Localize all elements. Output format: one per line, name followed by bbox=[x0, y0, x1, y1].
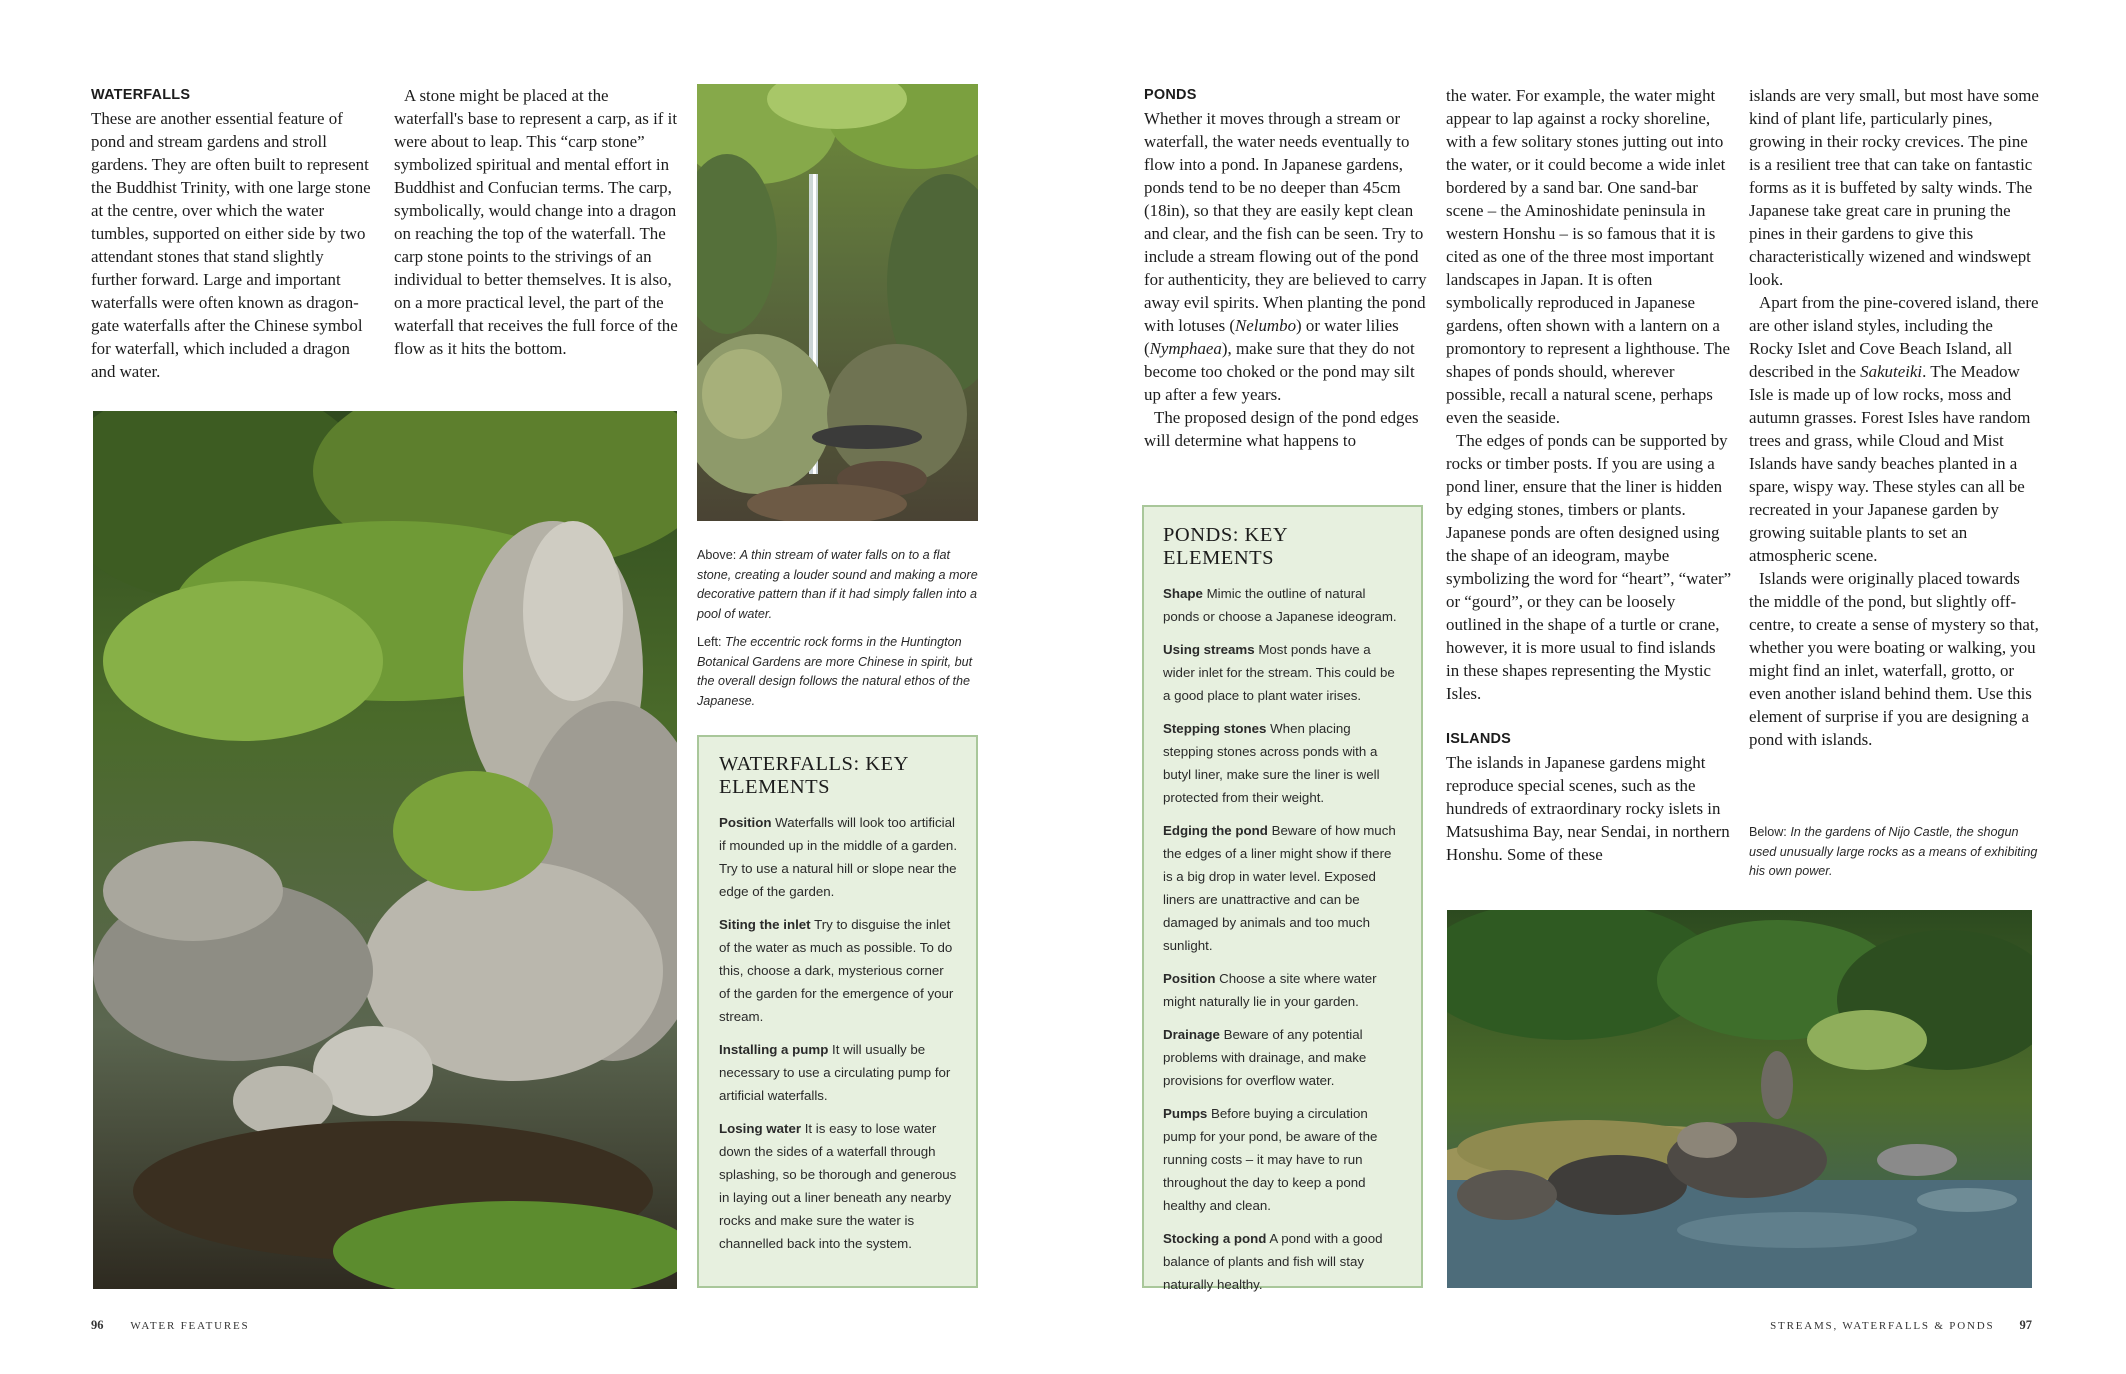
ponds-key-title-line1: PONDS: KEY bbox=[1163, 524, 1289, 546]
rock-garden-photo bbox=[93, 411, 677, 1289]
ponds-text-1c: ) or water lilies ( bbox=[1144, 316, 1399, 358]
key-item-text: A pond with a good balance of plants and fish will stay naturally healthy. bbox=[1163, 1231, 1383, 1292]
caption-below-text: In the gardens of Nijo Castle, the shogun used unusually large rocks as a means of exhibiting his own power. bbox=[1749, 825, 2038, 878]
ponds-text-3: the water. For example, the water might appear to lap against a rocky shoreline, with a few solitary stones jutting out into the water, or it could become a wide inlet bordered by a sand bar. One sand-bar scene – the Aminoshidate peninsula in western Honshu – is so famous that it is cited as one of the three most important landscapes in Japan. It is often symbolically reproduced in Japanese gardens, often shown with a lantern on a promontory to represent a lighthouse. The shapes of ponds should, wherever possible, recall a natural scene, perhaps even the seaside. bbox=[1446, 86, 1730, 427]
waterfalls-key-item bbox=[719, 1038, 958, 1107]
nijo-castle-pond-photo bbox=[1447, 910, 2032, 1288]
ponds-key-item bbox=[1163, 717, 1403, 809]
ponds-key-item bbox=[1163, 1102, 1403, 1217]
waterfalls-key-box bbox=[697, 735, 978, 1288]
ponds-key-title bbox=[1163, 524, 1403, 570]
caption-left bbox=[697, 633, 982, 711]
waterfalls-key-title-line1: WATERFALLS: KEY bbox=[719, 753, 909, 775]
ponds-key-item bbox=[1163, 1023, 1403, 1092]
ponds-key-item bbox=[1163, 967, 1403, 1013]
caption-above-label: Above: bbox=[697, 548, 737, 562]
waterfalls-key-item bbox=[719, 811, 958, 903]
key-item-term: Shape bbox=[1163, 586, 1203, 601]
key-item-term: Installing a pump bbox=[719, 1042, 829, 1057]
islands-text-2: islands are very small, but most have some kind of plant life, particularly pines, growing in their rocky crevices. The pine is a resilient tree that can take on fantastic forms as it is buffeted by salty winds. The Japanese take great care in pruning the pines in their gardens to give this characteristically wizened and windswept look. bbox=[1749, 86, 2039, 289]
right-page bbox=[1063, 0, 2126, 1374]
left-footer bbox=[91, 1318, 249, 1333]
right-footer bbox=[1770, 1318, 2032, 1333]
key-item-text: Waterfalls will look too artificial if mounded up in the middle of a garden. Try to use a natural hill or slope near the edge of the garden. bbox=[719, 815, 958, 899]
key-item-text: Mimic the outline of natural ponds or choose a Japanese ideogram. bbox=[1163, 586, 1397, 624]
ponds-column-1 bbox=[1144, 84, 1428, 452]
caption-below-label: Below: bbox=[1749, 825, 1787, 839]
ponds-column-2 bbox=[1446, 84, 1732, 866]
key-item-text: Try to disguise the inlet of the water as much as possible. To do this, choose a dark, mysterious corner of the garden for the emergence of your stream. bbox=[719, 917, 954, 1024]
waterfalls-key-title bbox=[719, 753, 958, 799]
key-item-term: Using streams bbox=[1163, 642, 1255, 657]
key-item-text: It is easy to lose water down the sides of a waterfall through splashing, so be thorough and generous in laying out a liner beneath any nearby rocks and make sure the water is channelled back into the system. bbox=[719, 1121, 957, 1251]
left-section-title: WATER FEATURES bbox=[130, 1320, 250, 1332]
caption-below bbox=[1749, 823, 2039, 882]
caption-left-text: The eccentric rock forms in the Huntington Botanical Gardens are more Chinese in spirit, but the overall design follows the natural ethos of the Japanese. bbox=[697, 635, 973, 708]
key-item-text: Beware of how much the edges of a liner might show if there is a big drop in water level. Exposed liners are unattractive and can be damaged by animals and too much sunlight. bbox=[1163, 823, 1396, 953]
islands-text-3c: . The Meadow Isle is made up of low rocks, moss and autumn grasses. Forest Isles have random trees and grass, while Cloud and Mist Islands have sandy beaches planted in a spare, wispy way. These styles can all be recreated in your Japanese garden by growing suitable plants to set an atmospheric scene. bbox=[1749, 362, 2031, 565]
ponds-key-item bbox=[1163, 819, 1403, 957]
islands-text-3b: Sakuteiki bbox=[1860, 362, 1923, 381]
key-item-text: Beware of any potential problems with drainage, and make provisions for overflow water. bbox=[1163, 1027, 1367, 1088]
right-section-title: STREAMS, WATERFALLS & PONDS bbox=[1770, 1320, 1995, 1332]
ponds-text-1e: ), make sure that they do not become too choked or the pond may silt up after a few years. bbox=[1144, 339, 1415, 404]
ponds-key-title-line2: ELEMENTS bbox=[1163, 547, 1275, 569]
key-item-text: Before buying a circulation pump for your pond, be aware of the running costs – it may have to run throughout the day to keep a pond healthy and clean. bbox=[1163, 1106, 1378, 1213]
ponds-key-item bbox=[1163, 582, 1403, 628]
ponds-key-item bbox=[1163, 638, 1403, 707]
ponds-text-1a: Whether it moves through a stream or waterfall, the water needs eventually to flow into a pond. In Japanese gardens, ponds tend to be no deeper than 45cm (18in), so that they are easily kept clean and clear, and the fish can be seen. Try to include a stream flowing out of the pond for authenticity, they are believed to carry away evil spirits. When planting the pond with lotuses ( bbox=[1144, 109, 1427, 335]
key-item-term: Position bbox=[1163, 971, 1216, 986]
waterfalls-key-item bbox=[719, 1117, 958, 1255]
key-item-text: Choose a site where water might naturally lie in your garden. bbox=[1163, 971, 1377, 1009]
waterfalls-text-2: A stone might be placed at the waterfall's base to represent a carp, as if it were about to leap. This “carp stone” symbolized spiritual and mental effort in Buddhist and Confucian terms. The carp, symbolically, would change into a dragon on reaching the top of the waterfall. The carp stone points to the strivings of an individual to better themselves. It is also, on a more practical level, the part of the waterfall that receives the full force of the flow as it hits the bottom. bbox=[394, 86, 678, 358]
islands-text-4: Islands were originally placed towards the middle of the pond, but slightly off-centre, to create a sense of mystery so that, whether you were boating or walking, you might find an inlet, waterfall, grotto, or even another island behind them. Use this element of surprise if you are designing a pond with islands. bbox=[1749, 569, 2039, 749]
ponds-text-1d: Nymphaea bbox=[1149, 339, 1222, 358]
key-item-term: Drainage bbox=[1163, 1027, 1220, 1042]
waterfalls-column-1 bbox=[91, 84, 371, 383]
right-page-number: 97 bbox=[2019, 1318, 2032, 1332]
right-caption bbox=[1749, 823, 2039, 891]
caption-above bbox=[697, 546, 982, 624]
thin-waterfall-photo bbox=[697, 84, 978, 521]
key-item-term: Pumps bbox=[1163, 1106, 1208, 1121]
waterfalls-text-1: These are another essential feature of pond and stream gardens and stroll gardens. They are often built to represent the Buddhist Trinity, with one large stone at the centre, over which the water tumbles, supported on either side by two attendant stones that stand slightly further forward. Large and important waterfalls were often known as dragon-gate waterfalls after the Chinese symbol for waterfall, which included a dragon and water. bbox=[91, 109, 371, 381]
ponds-text-1 bbox=[1144, 107, 1428, 406]
key-item-term: Edging the pond bbox=[1163, 823, 1268, 838]
key-item-term: Losing water bbox=[719, 1121, 802, 1136]
ponds-key-box bbox=[1142, 505, 1423, 1292]
ponds-key-item bbox=[1163, 1227, 1403, 1296]
key-item-text: It will usually be necessary to use a circulating pump for artificial waterfalls. bbox=[719, 1042, 951, 1103]
key-item-term: Siting the inlet bbox=[719, 917, 811, 932]
islands-text-3a: Apart from the pine-covered island, there are other island styles, including the Rocky Islet and Cove Beach Island, all described in the bbox=[1749, 293, 2039, 381]
waterfalls-key-item bbox=[719, 913, 958, 1028]
left-page-number: 96 bbox=[91, 1318, 104, 1332]
key-item-text: Most ponds have a wider inlet for the stream. This could be a good place to plant water irises. bbox=[1163, 642, 1395, 703]
islands-column-3 bbox=[1749, 84, 2039, 751]
waterfalls-key-title-line2: ELEMENTS bbox=[719, 776, 831, 798]
key-item-term: Stepping stones bbox=[1163, 721, 1267, 736]
ponds-text-4: The edges of ponds can be supported by rocks or timber posts. If you are using a pond liner, ensure that the liner is hidden by edging stones, timbers or plants. Japanese ponds are often designed using the shape of an ideogram, maybe symbolizing the word for “heart”, “water” or “gourd”, or they can be loosely outlined in the shape of a turtle or crane, however, it is more usual to find islands in these shapes representing the Mystic Isles. bbox=[1446, 431, 1732, 703]
key-item-term: Stocking a pond bbox=[1163, 1231, 1267, 1246]
caption-above-text: A thin stream of water falls on to a flat stone, creating a louder sound and making a more decorative pattern than if it had simply fallen into a pool of water. bbox=[697, 548, 978, 621]
key-item-text: When placing stepping stones across ponds with a butyl liner, make sure the liner is well protected from their weight. bbox=[1163, 721, 1380, 805]
ponds-text-1b: Nelumbo bbox=[1235, 316, 1297, 335]
key-item-term: Position bbox=[719, 815, 772, 830]
ponds-heading: PONDS bbox=[1144, 87, 1197, 103]
islands-text-1: The islands in Japanese gardens might reproduce special scenes, such as the hundreds of extraordinary rocky islets in Matsushima Bay, near Sendai, in northern Honshu. Some of these bbox=[1446, 753, 1730, 864]
waterfalls-heading: WATERFALLS bbox=[91, 87, 191, 103]
caption-left-label: Left: bbox=[697, 635, 722, 649]
ponds-text-2: The proposed design of the pond edges will determine what happens to bbox=[1144, 408, 1419, 450]
islands-heading: ISLANDS bbox=[1446, 731, 1512, 747]
islands-text-3 bbox=[1749, 291, 2039, 567]
waterfalls-column-2 bbox=[394, 84, 678, 360]
left-captions bbox=[697, 546, 982, 720]
